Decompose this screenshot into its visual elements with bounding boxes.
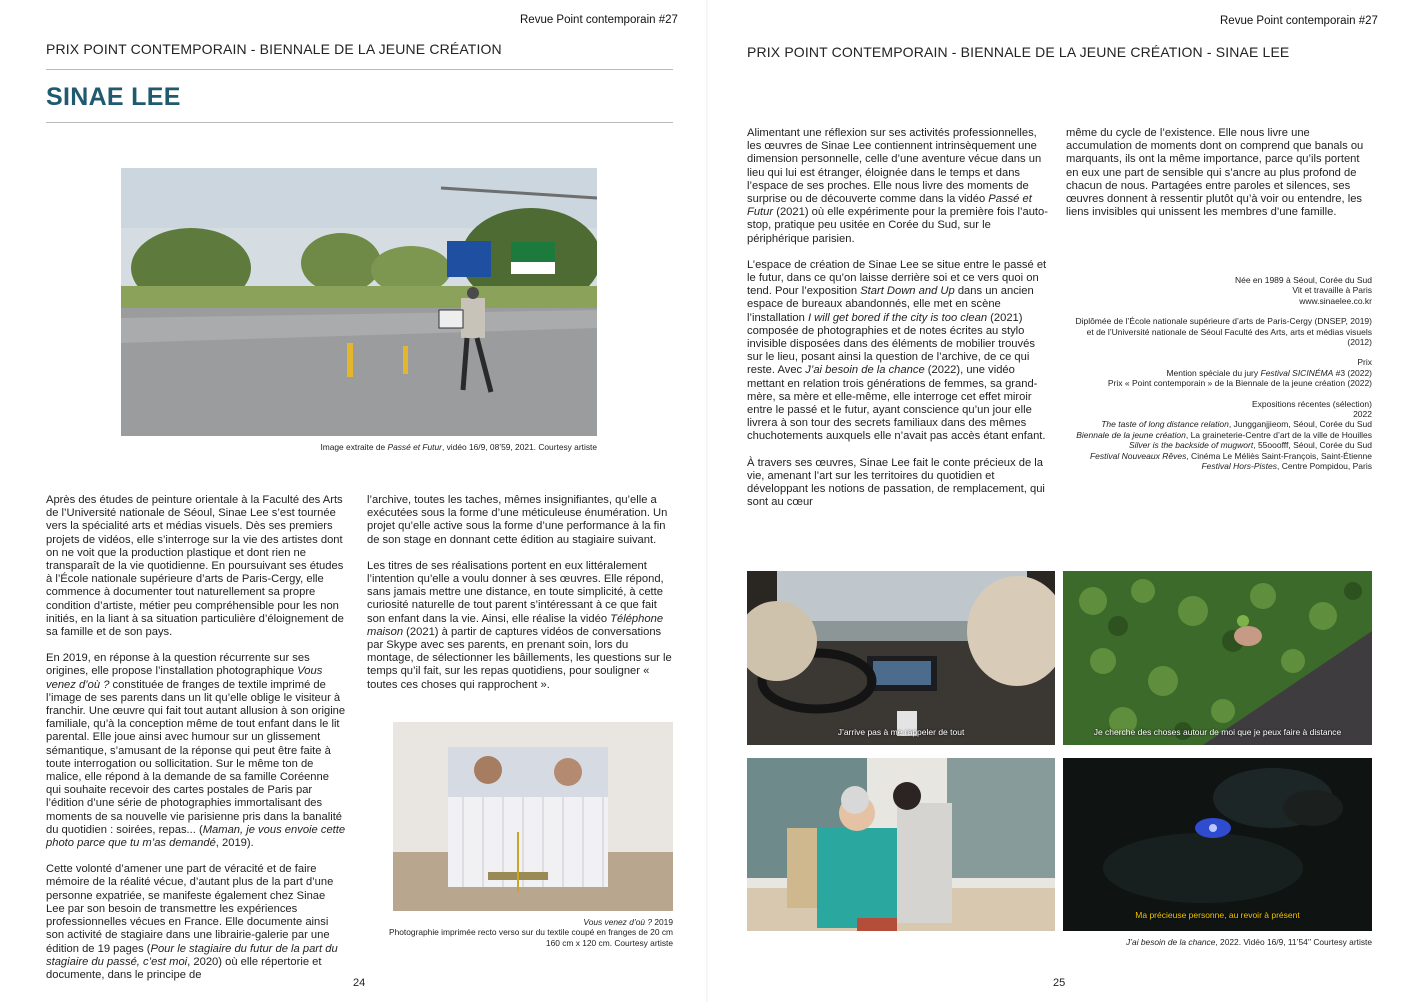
magazine-title: Revue Point contemporain #27 — [1220, 15, 1378, 27]
section-heading: PRIX POINT CONTEMPORAIN - BIENNALE DE LA JEUNE CRÉATION - SINAE LEE — [747, 44, 1290, 60]
text: , 2020) où elle répertorie et documente, dans le principe de — [46, 955, 322, 981]
text: , 55ooofff, Séoul, Corée du Sud — [1253, 440, 1372, 451]
exhibition-title: The taste of long distance relation — [1101, 419, 1229, 430]
paragraph — [367, 560, 673, 692]
body-column-2 — [367, 494, 673, 705]
page-number: 24 — [353, 977, 366, 989]
artist-name: SINAE LEE — [46, 83, 181, 111]
text: Cette volonté d’amener une part de véracité et de faire mémoire de la réalité vécue, d’autant plus de la part d’une personne expatriée, se manifeste également chez Sinae Lee par son besoin de transmettre les expériences professionnelles vécues en France. Elle documente ainsi son activité de stagiaire dans une librairie-galerie par une édition de 19 pages ( — [46, 863, 334, 955]
caption-line: 160 cm x 120 cm. Courtesy artiste — [545, 937, 673, 948]
section-heading: PRIX POINT CONTEMPORAIN - BIENNALE DE LA JEUNE CRÉATION — [46, 41, 502, 57]
text: constituée de franges de textile imprimé de l’image de ses parents dans un lit qu’elle oblige le visiteur à franchir. Une œuvre qui fait tout autant allusion à son origine familiale, qu’à la conception même de tout enfant dans le lit parental. Elle joue ainsi avec humour sur un glissement sémantique, s’amusant de la réponse qui peut être faite à toute interrogation ou sollicitation. Sur le même ton de malice, elle répond à la demande de sa famille Coréenne qui souhaite recevoir des cartes postales de Paris par l’édition d’une série de photographies immortalisant des moments de sa nouvelle vie parisienne pris dans la banalité du quotidien : soirées, repas... ( — [46, 678, 346, 836]
bio-prize — [1060, 368, 1372, 378]
text: , La graineterie-Centre d’art de la ville de Houilles — [1185, 429, 1372, 440]
text: (2021) à partir de captures vidéos de conversations par Skype avec ses parents, en prenant soin, lors du montage, de sélectionner les bâillements, les questions sur le temps qu’il fait, sur les repas quotidiens, pour souligner « toutes ces choses qui rapprochent ». — [367, 625, 672, 691]
work-title: Maman, je vous envoie cette photo parce que tu m’as demandé — [46, 823, 346, 850]
still-night — [1063, 758, 1372, 931]
text: , 2019). — [215, 837, 254, 850]
still-clover — [1063, 571, 1372, 745]
work-title: Start Down and Up — [860, 285, 955, 298]
text: Alimentant une réflexion sur ses activités professionnelles, les œuvres de Sinae Lee contiennent intrinsèquement une dimension personnelle, celle d’une aventure vécue dans un lieu qui lui est étranger, éloignée dans le temps et dans l’espace de ses proches. Elle nous livre des moments de surprise ou de découverte comme dans la vidéo — [747, 127, 1042, 206]
festival-title: Festival SICINÉMA — [1260, 367, 1334, 378]
left-page — [0, 0, 708, 1002]
page-number: 25 — [1053, 977, 1066, 989]
text: L’espace de création de Sinae Lee se situe entre le passé et le futur, dans ce qu’on laisse derrière soi et ce vers quoi on tend. Pour l’exposition — [747, 258, 1047, 298]
text: Mention spéciale du jury — [1166, 367, 1261, 378]
installation-photo — [393, 722, 673, 911]
paragraph: l’archive, toutes les taches, mêmes insignifiantes, qu’elle a exécutées sous la forme d’une méticuleuse énumération. Un projet qu’elle active sous la forme d’une performance à la fin de son stage en donnant cette édition au stagiaire suivant. — [367, 494, 668, 546]
exhibition-title: Biennale de la jeune création — [1076, 429, 1186, 440]
bio-diploma: Diplômée de l’École nationale supérieure d’arts de Paris-Cergy (DNSEP, 2019) — [1075, 316, 1372, 327]
bio-exhibition — [1060, 419, 1372, 429]
bio-exhibition — [1060, 430, 1372, 440]
caption-title: Vous venez d’où ? — [583, 917, 653, 927]
bio-exhibition — [1060, 440, 1372, 450]
caption-title: J’ai besoin de la chance — [1126, 937, 1216, 947]
paragraph: À travers ses œuvres, Sinae Lee fait le conte précieux de la vie, amenant l’art sur les territoires du quotidien et développant les notions de passation, de remplacement, qui sont au cœur — [747, 456, 1045, 509]
body-column-1 — [46, 494, 346, 995]
bio-exhibitions-year: 2022 — [1353, 409, 1372, 420]
name-rule — [46, 122, 673, 123]
text: dans un ancien espace de bureaux abandonnés, elle met en scène l’installation — [747, 285, 1034, 324]
text: En 2019, en réponse à la question récurrente sur ses origines, elle propose l’installation photographique — [46, 652, 310, 678]
paragraph: même du cycle de l’existence. Elle nous livre une accumulation de moments dont on comprend que banals ou marquants, ils ont la même importance, parce qu’ils portent en eux une part de sensible qui s’ancre au plus profond de chacun de nous. Partagées entre paroles et silences, ses œuvres donnent à ressentir plutôt qu’à voir ou entendre, les liens invisibles qui unissent les membres d’une famille. — [1066, 127, 1364, 219]
paragraph — [46, 863, 346, 982]
still-subtitle: Ma précieuse personne, au revoir à présent — [1135, 910, 1300, 920]
bio-exhibitions-heading: Expositions récentes (sélection) — [1251, 398, 1372, 409]
stills-caption — [1063, 937, 1372, 947]
work-title: Téléphone maison — [367, 612, 664, 638]
exhibition-title: Silver is the backside of mugwort — [1128, 440, 1254, 451]
still-subtitle: Je cherche des choses autour de moi que je peux faire à distance — [1093, 727, 1342, 737]
caption-text: Image extraite de — [320, 442, 388, 452]
work-title: Vous venez d’où ? — [46, 665, 323, 691]
bio-prize: Prix « Point contemporain » de la Biennale de la jeune création (2022) — [1107, 378, 1372, 389]
bio-website: www.sinaelee.co.kr — [1299, 295, 1372, 306]
photo1-caption — [121, 442, 597, 452]
work-title: Passé et Futur — [747, 193, 1032, 219]
bio-exhibition — [1060, 451, 1372, 461]
artist-bio — [1060, 275, 1372, 472]
paragraph — [747, 127, 1050, 246]
work-title: J’ai besoin de la chance — [805, 364, 925, 377]
paragraph — [46, 652, 346, 850]
bio-lives: Vit et travaille à Paris — [1292, 285, 1372, 296]
caption-text: 2019 — [652, 917, 673, 927]
caption-title: Passé et Futur — [387, 442, 442, 452]
text: (2021) où elle expérimente pour la première fois l’auto-stop, pratique peu usitée en Corée du Sud, sur le périphérique parisien. — [747, 206, 1048, 245]
photo2-caption — [380, 917, 673, 948]
text: , Centre Pompidou, Paris — [1277, 461, 1372, 472]
caption-line: Photographie imprimée recto verso sur du textile coupé en franges de 20 cm — [389, 927, 673, 938]
text: , Cinéma Le Méliès Saint-François, Saint-Étienne — [1186, 450, 1372, 461]
bio-exhibition — [1060, 461, 1372, 471]
still-subtitle: J’arrive pas à me rappeler de tout — [837, 727, 965, 737]
right-body-column-1 — [747, 127, 1050, 522]
magazine-title: Revue Point contemporain #27 — [520, 14, 678, 26]
work-title: Pour le stagiaire du futur de la part du stagiaire du passé, c’est moi — [46, 942, 338, 968]
still-grandmother — [747, 758, 1055, 931]
bio-diploma: et de l’Université nationale de Séoul Faculté des Arts, arts et médias visuels (2012) — [1086, 326, 1372, 348]
work-title: I will get bored if the city is too clean — [807, 311, 988, 324]
exhibition-title: Festival Nouveaux Rêves — [1089, 450, 1187, 461]
paragraph: Après des études de peinture orientale à la Faculté des Arts de l’Université nationale de Séoul, Sinae Lee s’est tournée vers la spécialité arts et médias visuels. Dès ses premiers projets de vidéos, elle s’interroge sur la vie des artistes dont on ne voit que la production plastique et dont rien ne transparaît de la vie quotidienne. En poursuivant ses études à l’École nationale supérieure d’arts de Paris-Cergy, elle commence à documenter tout naturellement sa propre condition d’artiste, métier peu compréhensible pour les non initiés, en la liant à sa situation particulière d’éloignement de sa famille et de son pays. — [46, 494, 344, 639]
right-body-column-2 — [1066, 127, 1372, 232]
caption-text: , vidéo 16/9, 08’59, 2021. Courtesy artiste — [441, 442, 597, 452]
heading-rule — [46, 69, 673, 70]
bio-prize-heading: Prix — [1357, 357, 1372, 368]
bio-born: Née en 1989 à Séoul, Corée du Sud — [1234, 275, 1372, 285]
text: (2021) composée de photographies et de notes écrites au stylo invisible disposées dans des éléments de mobilier trouvés sur le lieu, posant ainsi la question de l’archive, de ce qui reste. Avec — [747, 311, 1035, 377]
text: , Jungganjjieom, Séoul, Corée du Sud — [1228, 419, 1372, 430]
caption-line — [380, 917, 673, 927]
still-car-interior — [747, 571, 1055, 745]
text: #3 (2022) — [1333, 367, 1372, 378]
text: Les titres de ses réalisations portent en eux littéralement l’intention qu’elle a voulu donner à ses œuvres. Elle répond, sans jamais mettre une distance, en toute simplicité, à cette curiosité naturelle de tout parent s’intéressant à ce que fait son enfant dans la vie. Ainsi, elle réalise la vidéo — [367, 559, 664, 625]
caption-text: , 2022. Vidéo 16/9, 11’54’’ Courtesy artiste — [1215, 937, 1372, 947]
exhibition-title: Festival Hors-Pistes — [1201, 461, 1278, 472]
text: (2022), une vidéo mettant en relation trois générations de femmes, sa grand-mère, sa mère et elle-même, elle interroge cet effet miroir entre le passé et le futur, ayant conscience qu’un jour elle livrera à son tour des secrets familiaux dans des mêmes chuchotements auxquels elle n’avait pas accès étant enfant. — [747, 364, 1046, 443]
hitchhike-photo — [121, 168, 597, 436]
paragraph — [747, 259, 1050, 444]
